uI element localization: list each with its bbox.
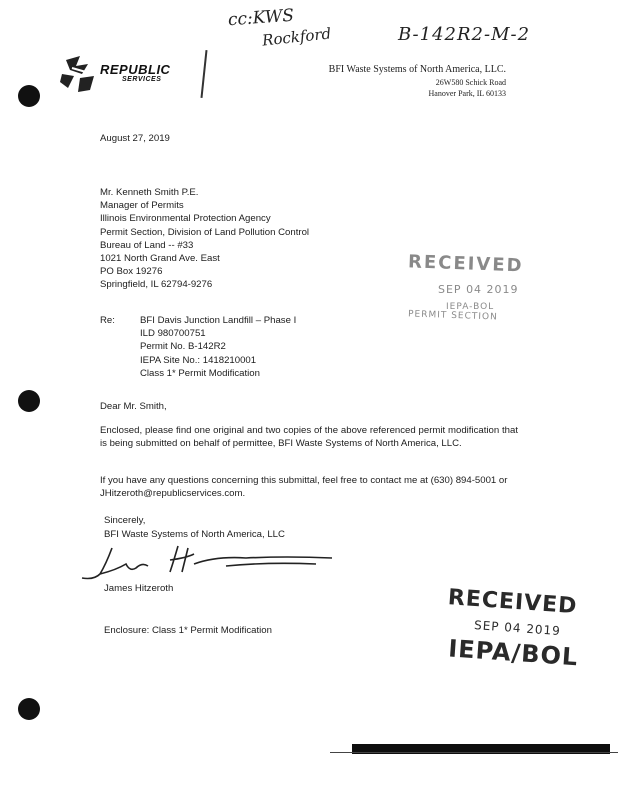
re-line: ILD 980700751 bbox=[140, 328, 206, 340]
recipient-line: Mr. Kenneth Smith P.E. bbox=[100, 187, 199, 198]
logo-brand-text: REPUBLIC bbox=[100, 62, 171, 77]
body-paragraph-2: If you have any questions concerning this submittal, feel free to contact me at (630) 894-5001 or JHitzeroth@republicservices.com. bbox=[100, 475, 508, 500]
stamp-bottom-dept: IEPA/BOL bbox=[447, 634, 580, 672]
recipient-line: 1021 North Grand Ave. East bbox=[100, 253, 220, 265]
salutation: Dear Mr. Smith, bbox=[100, 401, 167, 412]
recipient-line: Bureau of Land -- #33 bbox=[100, 239, 194, 251]
republic-logo-mark-icon bbox=[56, 54, 100, 94]
re-line: Permit No. B-142R2 bbox=[140, 341, 226, 353]
recipient-line: Springfield, IL 62794-9276 bbox=[100, 279, 213, 291]
logo-divider bbox=[200, 50, 207, 98]
stamp-bottom-title: RECEIVED bbox=[447, 585, 579, 620]
sender-company: BFI Waste Systems of North America, LLC. bbox=[328, 64, 506, 75]
recipient-line: Permit Section, Division of Land Pollution Control bbox=[100, 226, 310, 238]
closing-sincerely: Sincerely, bbox=[104, 515, 146, 526]
body-paragraph-1: Enclosed, please find one original and two copies of the above referenced permit modification that is being submitted on behalf of permittee, BFI Waste Systems of North America, LLC. bbox=[100, 425, 518, 450]
recipient-line: Manager of Permits bbox=[100, 200, 184, 212]
stamp-top-date: SEP 04 2019 bbox=[438, 283, 519, 296]
binder-hole-1 bbox=[18, 85, 40, 107]
signer-name: James Hitzeroth bbox=[104, 583, 174, 594]
re-line: BFI Davis Junction Landfill – Phase I bbox=[140, 315, 297, 326]
re-line: Class 1* Permit Modification bbox=[140, 367, 260, 379]
binder-hole-3 bbox=[18, 698, 40, 720]
closing-company: BFI Waste Systems of North America, LLC bbox=[104, 529, 285, 540]
re-details bbox=[140, 314, 296, 380]
recipient-line: Illinois Environmental Protection Agency bbox=[100, 213, 271, 225]
re-label: Re: bbox=[100, 315, 115, 326]
binder-hole-2 bbox=[18, 390, 40, 412]
scan-edge-line bbox=[330, 752, 618, 753]
stamp-top-section: PERMIT SECTION bbox=[407, 309, 498, 323]
recipient-line: PO Box 19276 bbox=[100, 266, 163, 278]
sender-city: Hanover Park, IL 60133 bbox=[428, 89, 506, 98]
recipient-address bbox=[100, 186, 309, 292]
handwritten-city-note: Rockford bbox=[261, 24, 332, 50]
stamp-top-dept: IEPA-BOL bbox=[446, 302, 495, 312]
republic-logo bbox=[56, 54, 196, 94]
enclosure-line: Enclosure: Class 1* Permit Modification bbox=[104, 625, 272, 636]
received-stamp-bottom bbox=[443, 585, 588, 672]
sender-street: 26W580 Schick Road bbox=[435, 78, 506, 87]
letter-date: August 27, 2019 bbox=[100, 133, 170, 144]
logo-sub-text: SERVICES bbox=[122, 76, 162, 83]
handwritten-permit-ref: B-142R2-M-2 bbox=[398, 24, 531, 45]
handwritten-cc-note: cc:KWS bbox=[227, 5, 295, 31]
stamp-bottom-date: SEP 04 2019 bbox=[473, 618, 562, 639]
received-stamp-top bbox=[407, 251, 558, 323]
handwritten-signature bbox=[76, 542, 336, 582]
stamp-top-title: RECEIVED bbox=[407, 251, 524, 277]
re-line: IEPA Site No.: 1418210001 bbox=[140, 354, 257, 366]
